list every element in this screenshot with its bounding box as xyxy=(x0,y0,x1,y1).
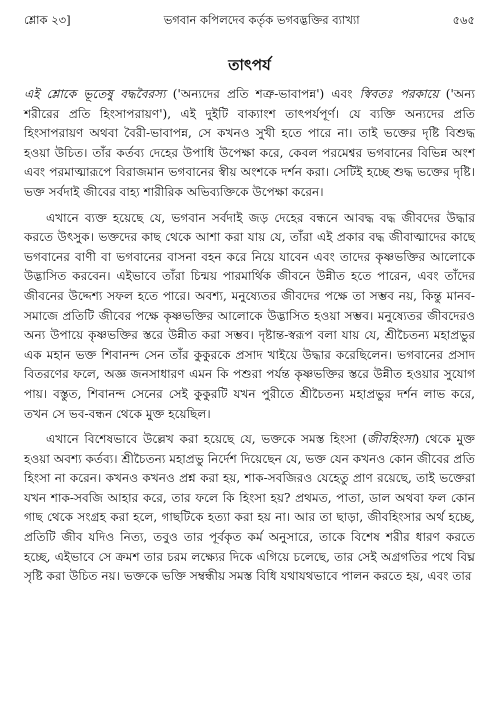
running-header xyxy=(24,12,475,28)
purport-body xyxy=(24,85,475,587)
verse-reference: শ্লোক ২৩] xyxy=(24,13,71,27)
paragraph-text: এখানে বিশেষভাবে উল্লেখ করা হয়েছে যে, ভক্তকে সমস্ত হিংসা ( xyxy=(46,432,367,447)
paragraph-text: এখানে ব্যক্ত হয়েছে যে, ভগবান সর্বদাই জড় দেহের বন্ধনে আবদ্ধ বদ্ধ জীবদের উদ্ধার করতে উৎসুক। ভক্তদের কাছ থেকে আশা করা যায় যে, তাঁরা এই প্রকার বদ্ধ জীবাত্মাদের কাছে ভগবানের বাণী বা ভগবানের বাসনা বহন করে নিয়ে যাবেন এবং তাদের কৃষ্ণভক্তির আলোকে উদ্ভাসিত করবেন। এইভাবে তাঁরা চিন্ময় পারমার্থিক জীবনে উন্নীত হতে পারেন, এবং তাঁদের জীবনের উদ্দেশ্য সফল হতে পারে। অবশ্য, মনুষ্যেতর জীবদের পক্ষে তা সম্ভব নয়, কিন্তু মানব-সমাজে প্রতিটি জীবের পক্ষে কৃষ্ণভক্তির আলোকে উদ্ভাসিত হওয়া সম্ভব। মনুষ্যেতর জীবদেরও অন্য উপায়ে কৃষ্ণভক্তির স্তরে উন্নীত করা সম্ভব। দৃষ্টান্ত-স্বরূপ বলা যায় যে, শ্রীচৈতন্য মহাপ্রভুর এক মহান ভক্ত শিবানন্দ সেন তাঁর কুকুরকে প্রসাদ খাইয়ে উদ্ধার করেছিলেন। ভগবানের প্রসাদ বিতরণের ফলে, অজ্ঞ জনসাধারণ এমন কি পশুরা পর্যন্ত কৃষ্ণভক্তির স্তরে উন্নীত হওয়ার সুযোগ পায়। বস্তুত, শিবানন্দ সেনের সেই কুকুরটি যখন পুরীতে শ্রীচৈতন্য মহাপ্রভুর দর্শন লাভ করে, তখন সে ভব-বন্ধন থেকে মুক্ত হয়েছিল। xyxy=(24,210,475,421)
emphasized-text: এই শ্লোকে xyxy=(24,87,84,101)
paragraph-text: ) থেকে মুক্ত হওয়া অবশ্য কর্তব্য। শ্রীচৈতন্য মহাপ্রভু নির্দেশ দিয়েছেন যে, ভক্ত যেন কখনও কোন জীবের প্রতি হিংসা না করেন। কখনও কখনও প্রশ্ন করা হয়, শাক-সবজিরও যেহেতু প্রাণ রয়েছে, তাই ভক্তেরা যখন শাক-সবজি আহার করে, তার ফলে কি হিংসা হয়? প্রথমত, পাতা, ডাল অথবা ফল কোন গাছ থেকে সংগ্রহ করা হলে, গাছটিকে হত্যা করা হয় না। আর তা ছাড়া, জীবহিংসার অর্থ হচ্ছে, প্রতিটি জীব যদিও নিত্য, তবুও তার পূর্বকৃত কর্ম অনুসারে, তাকে বিশেষ শরীর ধারণ করতে হচ্ছে, এইভাবে সে ক্রমশ তার চরম লক্ষ্যের দিকে এগিয়ে চলেছে, তার সেই অগ্রগতির পথে বিঘ্ন সৃষ্টি করা উচিত নয়। ভক্তকে ভক্তি সম্বন্ধীয় সমস্ত বিধি যথাযথভাবে পালন করতে হয়, এবং তার xyxy=(24,432,475,584)
emphasized-text: ভূতেষু বদ্ধবৈরস্য xyxy=(83,87,166,101)
book-page xyxy=(24,12,475,587)
purport-paragraph-2 xyxy=(24,209,475,425)
paragraph-text: ('অন্য শরীরের প্রতি হিংসাপরায়ণ'), এই দুইটি বাক্যাংশ তাৎপর্যপূর্ণ। যে ব্যক্তি অন্যদের প্রতি হিংসাপরায়ণ অথবা বৈরী-ভাবাপন্ন, সে কখনও সুখী হতে পারে না। তাই ভক্তের দৃষ্টি বিশুদ্ধ হওয়া উচিত। তাঁর কর্তব্য দেহের উপাধি উপেক্ষা করে, কেবল পরমেশ্বর ভগবানের বিভিন্ন অংশ এবং পরমাত্মারূপে বিরাজমান ভগবানের স্বীয় অংশকে দর্শন করা। সেটিই হচ্ছে শুদ্ধ ভক্তের দৃষ্টি। ভক্ত সর্বদাই জীবের বাহ্য শারীরিক অভিব্যক্তিকে উপেক্ষা করেন। xyxy=(24,87,475,199)
page-number: ৫৬৫ xyxy=(452,13,475,27)
section-title: তাৎপর্য xyxy=(228,56,271,74)
paragraph-text: ('অন্যদের প্রতি শত্রু-ভাবাপন্ন') এবং xyxy=(165,87,360,101)
emphasized-text: জীবহিংসা xyxy=(366,432,415,447)
purport-paragraph-1 xyxy=(24,85,475,203)
emphasized-text: স্বিবতঃ পরকায়ে xyxy=(359,87,439,101)
purport-paragraph-3 xyxy=(24,430,475,587)
chapter-title: ভগবান কপিলদেব কর্তৃক ভগবদ্ভক্তির ব্যাখ্যা xyxy=(163,13,360,27)
